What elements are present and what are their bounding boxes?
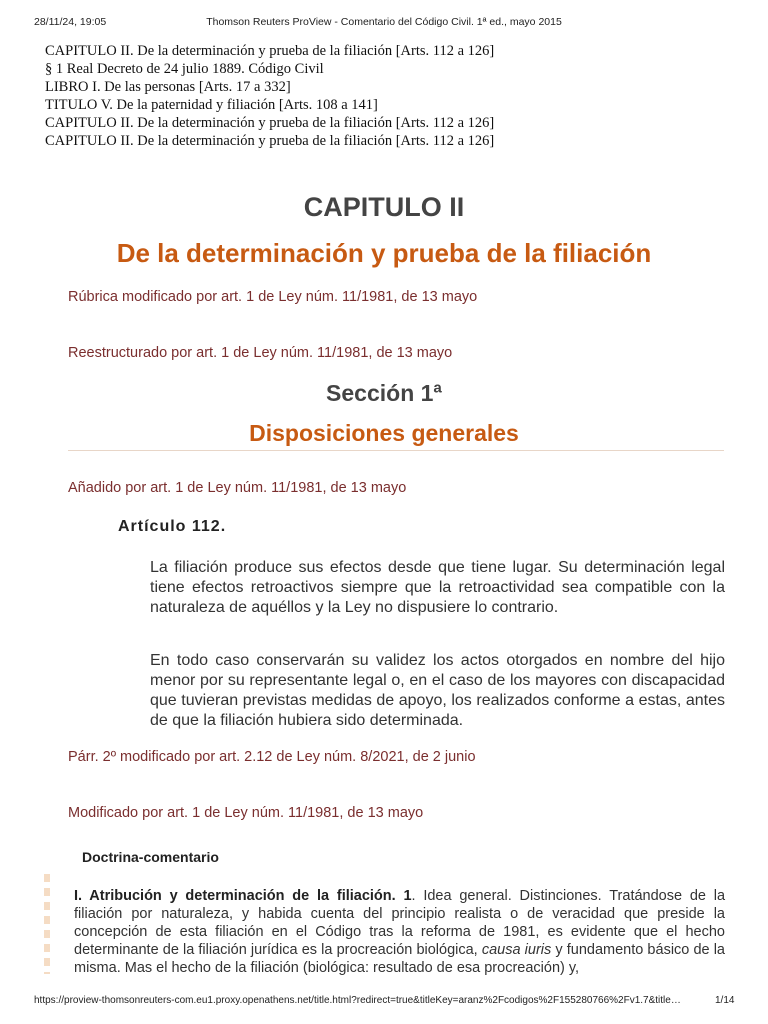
print-page-title: Thomson Reuters ProView - Comentario del Código Civil. 1ª ed., mayo 2015 xyxy=(206,16,562,28)
page-number: 1/14 xyxy=(715,995,735,1006)
section-subtitle: Disposiciones generales xyxy=(249,420,519,446)
article-paragraph: En todo caso conservarán su validez los actos otorgados en nombre del hijo menor por su representante legal o, en el caso de los mayores con discapacidad que tuvieran previstas medidas de apoyo, los realizados conforme a estas, antes de que la filiación hubiera sido determinada. xyxy=(150,652,725,729)
amendment-note: Modificado por art. 1 de Ley núm. 11/1981, de 13 mayo xyxy=(68,805,424,821)
breadcrumb-item[interactable]: CAPITULO II. De la determinación y prueba de la filiación [Arts. 112 a 126] xyxy=(45,115,495,131)
breadcrumb-item[interactable]: § 1 Real Decreto de 24 julio 1889. Código Civil xyxy=(45,61,324,77)
print-url: https://proview-thomsonreuters-com.eu1.proxy.openathens.net/title.html?redirect=true&titleKey=aranz%2Fcodigos%2F155280766%2Fv1.7&title… xyxy=(34,995,681,1006)
doctrina-lead: I. Atribución y determinación de la filiación. 1 xyxy=(74,888,412,904)
breadcrumb-item[interactable]: CAPITULO II. De la determinación y prueba de la filiación [Arts. 112 a 126] xyxy=(45,133,495,149)
breadcrumb-item[interactable]: CAPITULO II. De la determinación y prueba de la filiación [Arts. 112 a 126] xyxy=(45,43,495,59)
doctrina-body xyxy=(74,887,725,977)
doctrina-italic: causa iuris xyxy=(481,942,552,958)
doctrina-heading: Doctrina-comentario xyxy=(82,849,219,865)
chapter-subtitle: De la determinación y prueba de la filiación xyxy=(116,238,652,268)
article-paragraph: La filiación produce sus efectos desde que tiene lugar. Su determinación legal tiene efectos retroactivos siempre que la retroactividad sea compatible con la naturaleza de aquéllos y la Ley no dispusiere lo contrario. xyxy=(150,559,725,616)
doctrina-text: y fundamento básico de la misma. Mas el hecho de la filiación (biológica: resultado de esa procreación) y, xyxy=(74,942,725,976)
comment-margin-marker xyxy=(44,874,50,974)
breadcrumb xyxy=(45,42,494,150)
breadcrumb-item[interactable]: TITULO V. De la paternidad y filiación [Arts. 108 a 141] xyxy=(45,97,378,113)
print-datetime: 28/11/24, 19:05 xyxy=(34,16,107,28)
section-title: Sección 1ª xyxy=(326,380,442,406)
article-heading: Artículo 112. xyxy=(118,518,227,535)
amendment-note: Rúbrica modificado por art. 1 de Ley núm. 11/1981, de 13 mayo xyxy=(68,289,478,305)
chapter-title: CAPITULO II xyxy=(303,192,465,222)
amendment-note: Párr. 2º modificado por art. 2.12 de Ley núm. 8/2021, de 2 junio xyxy=(68,749,476,765)
amendment-note: Reestructurado por art. 1 de Ley núm. 11/1981, de 13 mayo xyxy=(68,345,453,361)
amendment-note: Añadido por art. 1 de Ley núm. 11/1981, de 13 mayo xyxy=(68,480,407,496)
breadcrumb-item[interactable]: LIBRO I. De las personas [Arts. 17 a 332] xyxy=(45,79,291,95)
doctrina-text: . Idea general. Distinciones. Tratándose de la filiación por naturaleza, y habida cuenta del principio realista o de veracidad que preside la concepción de esta filiación en el Código tras la reforma de 1981, es evidente que el hecho determinante de la filiación jurídica es la procreación biológica, xyxy=(74,888,726,958)
section-divider xyxy=(68,450,724,451)
